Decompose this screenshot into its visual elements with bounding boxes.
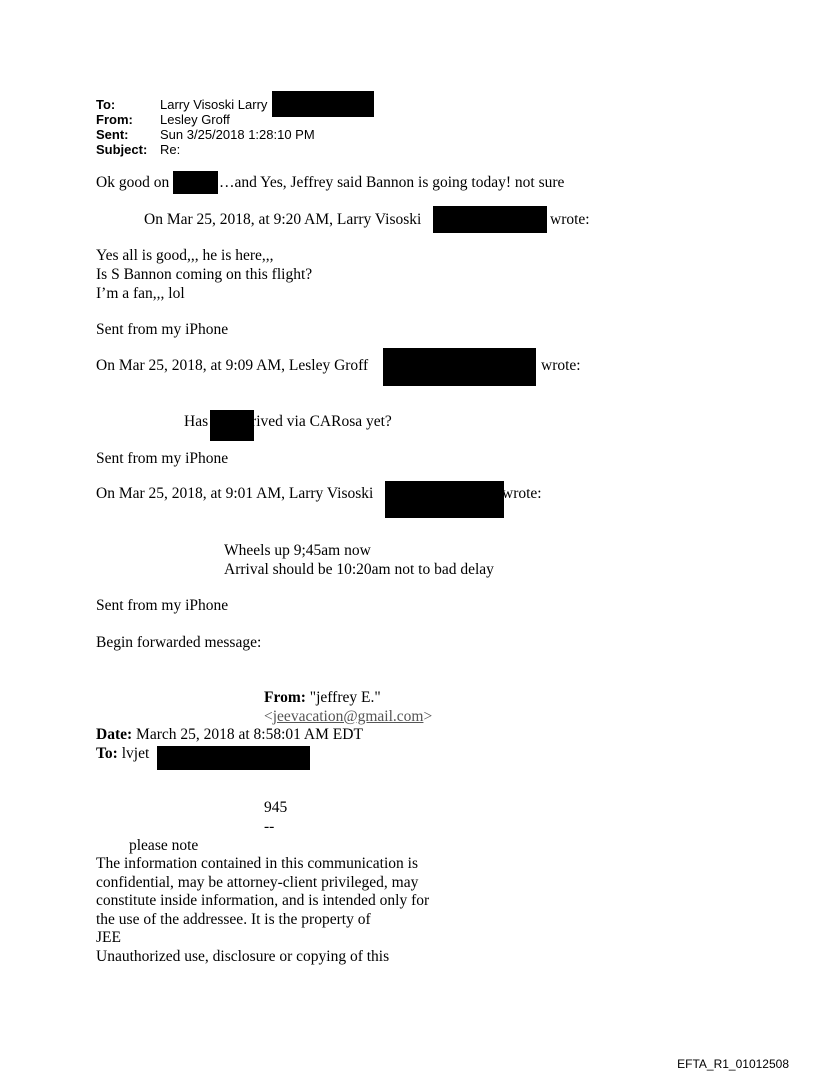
sent-from-iphone: Sent from my iPhone — [96, 450, 229, 467]
quote3-line-1: Wheels up 9;45am now — [224, 542, 371, 559]
disclaimer-line-6: Unauthorized use, disclosure or copying of this — [96, 948, 390, 965]
fwd-from-email-link[interactable]: jeevacation@gmail.com — [272, 708, 424, 725]
to-value: Larry Visoski Larry — [160, 97, 268, 112]
redaction-box — [383, 348, 536, 386]
disclaimer-line-3: constitute inside information, and is intended only for — [96, 892, 430, 909]
email-close-bracket: > — [423, 708, 433, 725]
body-line-1b: …and Yes, Jeffrey said Bannon is going today! not sure — [219, 174, 565, 191]
sent-label: Sent: — [96, 127, 129, 142]
quote1-wrote: wrote: — [550, 211, 590, 228]
fwd-from-line — [264, 689, 381, 707]
from-label: From: — [96, 112, 133, 127]
document-id: EFTA_R1_01012508 — [677, 1057, 789, 1071]
fwd-date-label: Date: — [96, 726, 133, 743]
body-line-1a: Ok good on — [96, 174, 170, 191]
quote2-wrote: wrote: — [541, 357, 581, 374]
fwd-date-line — [96, 726, 363, 744]
redaction-box — [385, 481, 504, 518]
redaction-box — [433, 206, 547, 233]
fwd-dashes: -- — [264, 818, 275, 835]
disclaimer-line-5: JEE — [96, 929, 121, 946]
subject-label: Subject: — [96, 142, 148, 157]
sent-value: Sun 3/25/2018 1:28:10 PM — [160, 127, 315, 142]
to-label: To: — [96, 97, 116, 112]
sent-from-iphone: Sent from my iPhone — [96, 321, 229, 338]
begin-forwarded: Begin forwarded message: — [96, 634, 262, 651]
subject-value: Re: — [160, 142, 181, 157]
quote2-has: Has — [184, 413, 209, 430]
fwd-from-value: "jeffrey E." — [309, 689, 381, 706]
fwd-to-value: lvjet — [121, 745, 150, 762]
quote1-intro: On Mar 25, 2018, at 9:20 AM, Larry Visoski — [144, 211, 422, 228]
from-value: Lesley Groff — [160, 112, 230, 127]
disclaimer-line-1: The information contained in this communication is — [96, 855, 418, 872]
disclaimer-line-4: the use of the addressee. It is the property of — [96, 911, 371, 928]
quote1-line-3: I’m a fan,,, lol — [96, 285, 185, 302]
fwd-from-email-line — [264, 708, 432, 726]
fwd-from-label: From: — [264, 689, 306, 706]
quote1-line-2: Is S Bannon coming on this flight? — [96, 266, 313, 283]
fwd-number: 945 — [264, 799, 288, 816]
quote3-intro: On Mar 25, 2018, at 9:01 AM, Larry Visoski — [96, 485, 374, 502]
redaction-box — [157, 746, 310, 770]
redaction-box — [173, 171, 218, 194]
fwd-to-line — [96, 745, 149, 763]
redaction-box — [272, 91, 374, 117]
sent-from-iphone: Sent from my iPhone — [96, 597, 229, 614]
email-open-bracket: < — [264, 708, 273, 725]
fwd-date-value: March 25, 2018 at 8:58:01 AM EDT — [136, 726, 363, 743]
disclaimer-line-2: confidential, may be attorney-client privileged, may — [96, 874, 419, 891]
please-note: please note — [129, 837, 199, 854]
quote1-line-1: Yes all is good,,, he is here,,, — [96, 247, 274, 264]
quote3-wrote: wrote: — [502, 485, 542, 502]
quote2-intro: On Mar 25, 2018, at 9:09 AM, Lesley Groff — [96, 357, 369, 374]
quote2-rest: arrived via CARosa yet? — [239, 413, 392, 430]
fwd-to-label: To: — [96, 745, 118, 762]
quote3-line-2: Arrival should be 10:20am not to bad delay — [224, 561, 494, 578]
